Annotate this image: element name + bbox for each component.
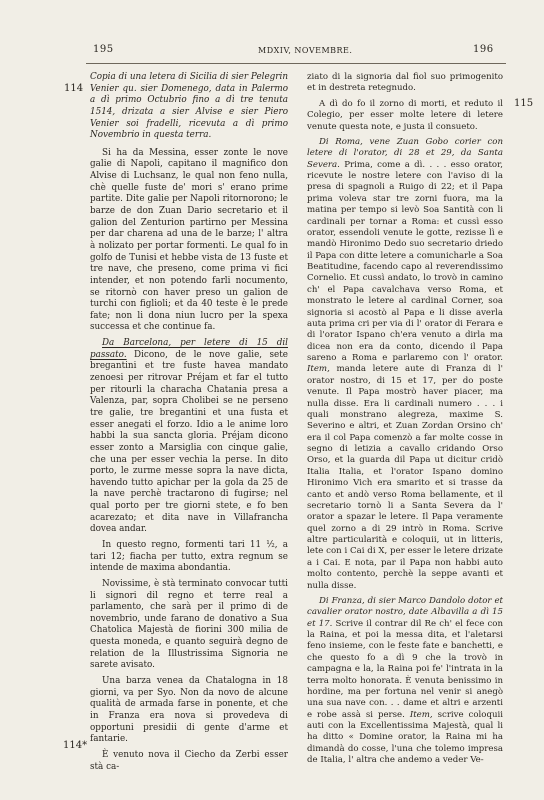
left-page-number: 195 <box>93 44 114 55</box>
paragraph: ziato di la signoria dal fiol suo primogenito et in destreta retegnudo. <box>307 72 503 94</box>
item-lead: Item, <box>307 364 330 375</box>
paragraph-lead: Da Barcelona, per letere di 15 dil passato. <box>90 338 288 360</box>
paragraph-text: scrive coloquii auti con la Excellentissima Majestà, qual li ha ditto « Domine orator, la Raina mi ha dimandà do cosse, l'una che tolemo impresa de Italia, l' altra che andemo a veder Ve- <box>307 709 504 766</box>
margin-number-114-star: 114* <box>63 740 88 751</box>
right-column <box>307 72 503 771</box>
paragraph <box>90 338 288 536</box>
left-column <box>90 72 288 777</box>
margin-number-114: 114 <box>64 83 84 94</box>
right-page-number: 196 <box>473 44 494 55</box>
paragraph-text: Prima, come a dì. . . . esso orator, ricevute le nostre letere con l'aviso di la presa di spagnoli a Ruigo di 22; et il Papa prima voleva star tre zorni fuora, ma la matina per tempo si levò Soa Santità con li cardinali per tornar a Roma: et cussì esso orator, essendoli venute le gotte, rezisse lì e mandò Hironimo Dedo suo secretario driedo il Papa con ditte letere a comunicharle a Soa Beatitudine, facendo capo al reverendissimo Cornelio. Et cussì andato, lo trovò in camino ch' el Papa cavalchava verso Roma, et monstrato le letere al cardinal Corner, soa signoria si acostò al Papa e li disse averla auta prima cri per via di l' orator di Ferara e di l'orator Ispano ch'era venuto a dirla ma dicea non era da conto, dicendo il Papa sareno a Roma e parlaremo con l' orator. <box>307 159 503 363</box>
header-rule <box>86 63 506 64</box>
paragraph <box>307 596 503 767</box>
paragraph-text: Scrive il contrar dil Re ch' el fece con la Raina, et poi la messa dita, et l'aletarsi feno insieme, con le feste fate e banchetti, e che questo fo a dì 9 che la trovò in campagna e la, la Raina poi fe' l'intrata in la terra molto honorata. È venuta benissimo in hordine, ma per fortuna nel venir si anegò una sua nave con. . . dame et altri e arzenti e robe assà si perse. <box>307 618 503 720</box>
paragraph-text: manda letere aute di Franza di l' orator nostro, di 15 et 17, per do poste venute. Il Papa mostrò haver piacer, ma nulla disse. Era li cardinali numero . . . i quali monstrano alegreza, maxime S. Severino e altri, et Zuan Zordan Orsino ch' era il col Papa comenzò a far molte cosse in segno di letizia a cavallo cridando Orso Orso, et la guarda dil Papa ut dicitur cridò Italia Italia, et l'orator Ispano domino Hironimo Vich era smarito et si trasse da canto et andò verso Roma bellamente, et il secretario tornò li a Santa Severa da l' orator a spazar le letere. Il Papa veramente quel zorno a di 29 intrò in Roma. Scrive altre particularità e coloquii, ut in litteris, lete con i Cai di X, per esser le letere drizate a i Cai. E nota, par il Papa non habbi auto molto contento, perchè la seppe avanti et nulla disse. <box>307 364 503 591</box>
paragraph-lead: Di Franza, di sier Marco Dandolo dotor et cavalier orator nostro, date Albavilla a dì 15 et 17. <box>307 595 503 629</box>
paragraph: A dì do fo il zorno di morti, et reduto il Colegio, per esser molte letere di letere venute questa note, e justa il consueto. <box>307 98 503 132</box>
entry-heading: Copia di una letera di Sicilia di sier Pelegrin Venier qu. sier Domenego, data in Palermo a dì primo Octubrio fino a dì tre tenuta 1514, drizata a sier Alvise e sier Piero Venier soi fradelli, ricevuta a dì primo Novembrio in questa terra. <box>90 72 288 141</box>
running-title: MDXIV, NOVEMBRE. <box>258 46 353 55</box>
running-head <box>0 44 544 62</box>
paragraph: Una barza venea da Chatalogna in 18 giorni, va per Syo. Non da novo de alcune qualità de armada farse in ponente, et che in Franza era nova si provedeva di opportuni presidii di gente d'arme et fantarie. <box>90 676 288 745</box>
paragraph-text: Dicono, de le nove galie, sete bregantini et tre fuste havea mandato zenoesi per ritrovar Préjam et far el tutto per ritourli la characha Chatania presa a Valenza, par, sopra Cholibei se ne perseno tre galie, tre bregantini et una fusta et esser anegati el forzo. Idio a le anime loro habbi la sua sancta gloria. Préjam dicono esser zonto a Marsiglia con cinque galie, che una per esser vechia la perse. In dito porto, le zurme messe sopra la nave dicta, havendo tutto apichar per la gola da 25 de la nave perchè tractarono di fugirse; nel qual porto per tre giorni stete, e fo ben acarezato; et dita nave in Villafrancha dovea andar. <box>90 349 288 535</box>
paragraph: È venuto nova il Ciecho da Zerbi esser stà ca- <box>90 749 288 772</box>
paragraph: Si ha da Messina, esser zonte le nove galie di Napoli, capitano il magnifico don Alvise di Luchsanz, le qual non feno nulla, chè quelle fuste de' mori s' erano prime partite. Dite galie per Napoli ritornorono; le barze de don Zuan Dario secretario et il galion del Zenturion partirno per Messina per dar charena ad una de le barze; l' altra à nolizato per portar formenti. Le qual fo in golfo de Tunisi et hebbe vista de 13 fuste et tre nave, che preseno, come prima vi fici intender, et non potendo farli nocumento, se ritornò con haver preso un galion de turchi con figlioli; et da 40 teste è le prede fate; non li dona niun lucro per la spexa successa et che continue fa. <box>90 147 288 333</box>
paragraph: In questo regno, formenti tari 11 ½, a tari 12; fiacha per tutto, extra regnum se intende de maxima abondantia. <box>90 539 288 574</box>
paragraph: Novissime, è stà terminato convocar tutti li signori dil regno et terre real a parlamento, che sarà per il primo di de novembrio, unde farano de donativo a Sua Chatolica Majestà de fiorini 300 milia de questa moneda, e quanto seguirà degno de relation de la Illustrissima Signoria ne sarete avisato. <box>90 578 288 671</box>
paragraph-lead: Di Roma, vene Zuan Gobo corier con letere di l'orator, di 28 et 29, da Santa Severa. <box>307 136 503 170</box>
paragraph <box>307 137 503 592</box>
item-lead: Item, <box>409 709 433 720</box>
margin-number-115: 115 <box>514 98 534 109</box>
